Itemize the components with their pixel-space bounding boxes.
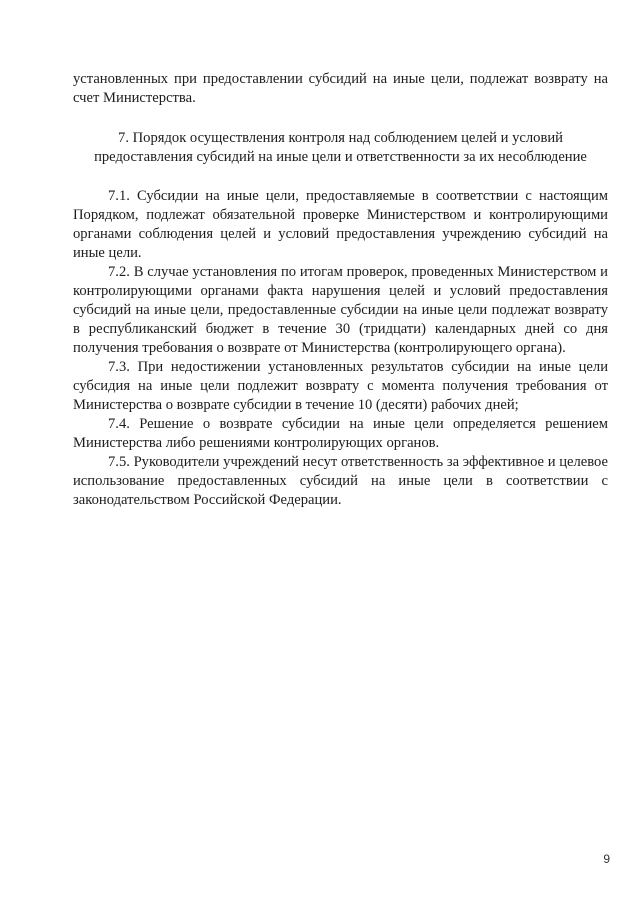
paragraph-7-1: 7.1. Субсидии на иные цели, предоставляемые в соответствии с настоящим Порядком, подлежат обязательной проверке Министерством и контролирующими органами соблюдения целей и условий предоставления учреждению субсидий на иные цели. bbox=[73, 188, 608, 261]
section-heading: 7. Порядок осуществления контроля над соблюдением целей и условий предоставления субсидий на иные цели и ответственности за их несоблюдение bbox=[94, 130, 587, 165]
lead-paragraph: установленных при предоставлении субсидий на иные цели, подлежат возврату на счет Министерства. bbox=[73, 71, 608, 106]
document-body bbox=[73, 70, 608, 510]
page-number: 9 bbox=[603, 852, 610, 866]
paragraph-7-3: 7.3. При недостижении установленных результатов субсидии на иные цели субсидия на иные цели подлежит возврату с момента получения требования от Министерства о возврате субсидии в течение 10 (десяти) рабочих дней; bbox=[73, 359, 608, 413]
paragraph-7-4: 7.4. Решение о возврате субсидии на иные цели определяется решением Министерства либо решениями контролирующих органов. bbox=[73, 416, 608, 451]
paragraph-7-5: 7.5. Руководители учреждений несут ответственность за эффективное и целевое использование предоставленных субсидий на иные цели в соответствии с законодательством Российской Федерации. bbox=[73, 454, 608, 508]
paragraph-7-2: 7.2. В случае установления по итогам проверок, проведенных Министерством и контролирующими органами факта нарушения целей и условий предоставления субсидий на иные цели, предоставленные субсидии на иные цели подлежат возврату в республиканский бюджет в течение 30 (тридцати) календарных дней со дня получения требования о возврате от Министерства (контролирующего органа). bbox=[73, 264, 608, 356]
